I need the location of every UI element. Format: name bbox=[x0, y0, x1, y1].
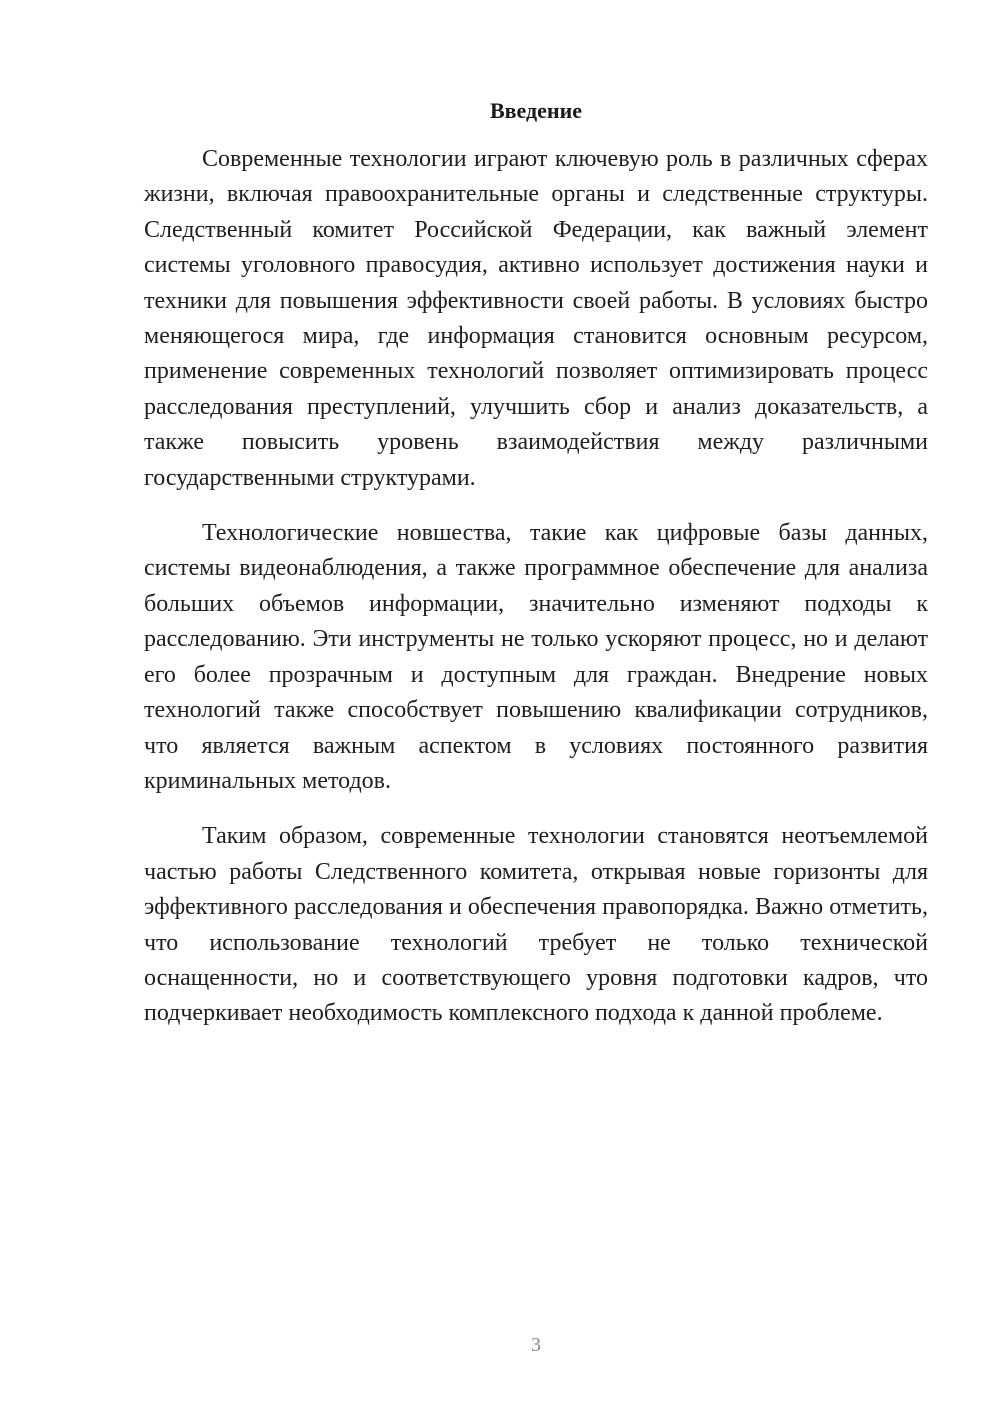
paragraph-3: Таким образом, современные технологии становятся неотъемлемой частью работы Следственного комитета, открывая новые горизонты для эффективного расследования и обеспечения правопорядка. Важно отметить, что использование технологий требует не только технической оснащенности, но и соответствующего уровня подготовки кадров, что подчеркивает необходимость комплексного подхода к данной проблеме. bbox=[144, 823, 928, 1027]
paragraph-2: Технологические новшества, такие как цифровые базы данных, системы видеонаблюдения, а также программное обеспечение для анализа больших объемов информации, значительно изменяют подходы к расследованию. Эти инструменты не только ускоряют процесс, но и делают его более прозрачным и доступным для граждан. Внедрение новых технологий также способствует повышению квалификации сотрудников, что является важным аспектом в условиях постоянного развития криминальных методов. bbox=[144, 520, 928, 794]
paragraph-1: Современные технологии играют ключевую роль в различных сферах жизни, включая правоохранительные органы и следственные структуры. Следственный комитет Российской Федерации, как важный элемент системы уголовного правосудия, активно использует достижения науки и техники для повышения эффективности своей работы. В условиях быстро меняющегося мира, где информация становится основным ресурсом, применение современных технологий позволяет оптимизировать процесс расследования преступлений, улучшить сбор и анализ доказательств, а также повысить уровень взаимодействия между различными государственными структурами. bbox=[144, 146, 928, 491]
page-title: Введение bbox=[489, 98, 583, 123]
page-number: 3 bbox=[531, 1334, 541, 1356]
document-body bbox=[144, 142, 928, 1052]
